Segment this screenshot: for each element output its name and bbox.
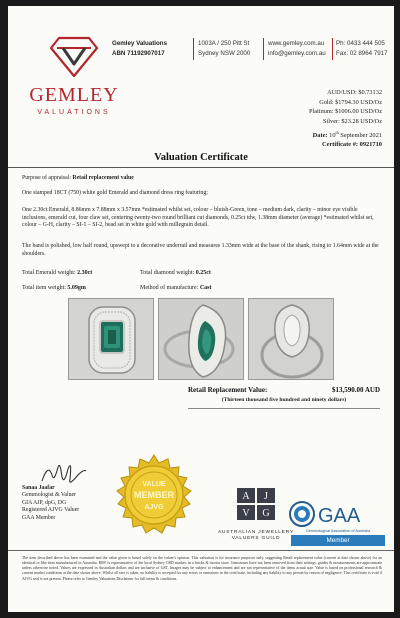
brand-name: GEMLEY xyxy=(29,84,119,106)
signer-registration: Registered AJVG Valuer xyxy=(22,507,80,514)
signer-name: Sanaa Jaafar xyxy=(22,485,55,491)
item-weight-label: Total item weight: xyxy=(22,285,66,291)
ring-photo-front xyxy=(68,298,154,380)
date-suffix: th xyxy=(335,130,339,135)
gem-logo-icon xyxy=(47,36,101,78)
title-rule xyxy=(8,167,394,168)
phone-number: Ph: 0433 444 505 xyxy=(336,40,385,47)
ring-photo-back xyxy=(248,298,334,380)
ajvg-grid-icon xyxy=(236,487,276,521)
disclaimer-text: The item described above has been examined and the value given is based solely on the valuer's opinion. This valuation is for insurance purposes only, suggesting Retail replacement value (current at date shown above) for an identical or like item manufactured in Australia. RRV is representative of the local Sydney CBD market, in a bricks & mortar store. Gemstones have not been removed from their settings, grades & measurements are approximate unless otherwise noted. Values are expressed in Australian dollars and are inclusive of GST. Images may be subject to enhancement and are not representative of the items actual size. Value is based on professional research & current market conditions at the date shown above. Whilst all care is taken, no liability is accepted for any errors or omissions in the certificate, including any liability to any person by reason of negligence. This certificate is void if AJVG seal is not present. Please refer to Gemley Valuations Disclaimer for full terms & conditions. xyxy=(22,556,382,581)
retail-value-label: Retail Replacement Value: xyxy=(188,386,268,394)
header-phone-block xyxy=(336,39,388,59)
diamond-weight-label: Total diamond weight: xyxy=(140,270,195,276)
purpose-value: Retail replacement value xyxy=(72,175,134,181)
company-abn: ABN 71192907017 xyxy=(112,50,165,57)
date-day: 10 xyxy=(329,132,336,140)
retail-value-words: (Thirteen thousand five hundred and ninety dollars) xyxy=(221,397,347,403)
date-block xyxy=(313,128,382,149)
date-rest: September 2021 xyxy=(340,132,382,140)
member-badge: Member xyxy=(291,535,385,546)
diamond-weight-row xyxy=(140,270,211,276)
item-weight-value: 5.09gm xyxy=(67,285,86,291)
emerald-weight-row xyxy=(22,270,92,276)
ajvg-line-2: VALUERS GUILD xyxy=(231,536,281,541)
stone-description: One 2.30ct Emerald, 8.86mm x 7.88mm x 3.57mm *estimated whilst set, colour – bluish-Green, tone – medium dark, clarity – minor eye visible inclusions, emerald cut, four claw set, centering twenty-two round brilliant cut diamonds, 0.25ct tdw, 1.38mm diameter (average) *estimated whilst set, colour – G-H, clarity – SI-1 – SI-2, bead set in white gold with millegrain detail. xyxy=(22,207,374,228)
company-name: Gemley Valuations xyxy=(112,40,168,47)
certificate-number: 0921710 xyxy=(359,141,382,149)
certificate-label: Certificate #: xyxy=(322,141,359,149)
method-value: Cast xyxy=(199,285,212,291)
metal-rates xyxy=(309,88,382,126)
email-link[interactable]: info@gemley.com.au xyxy=(268,50,326,57)
signature-icon xyxy=(38,461,88,487)
retail-value-amount: $13,590.00 AUD xyxy=(331,386,380,394)
rate-aud-usd: AUD/USD: $0.73132 xyxy=(327,89,382,96)
purpose-line xyxy=(22,175,380,183)
signer-block xyxy=(22,485,79,522)
website-link[interactable]: www.gemley.com.au xyxy=(268,40,325,47)
method-label: Method of manufacture: xyxy=(140,285,199,291)
signer-title: Gemmologist & Valuer xyxy=(22,492,76,499)
ring-photo-angle xyxy=(158,298,244,380)
seal-text-top: VALUE xyxy=(142,481,166,488)
ajvg-letter-v: V xyxy=(242,508,250,519)
ajvg-line-1: AUSTRALIAN JEWELLERY xyxy=(218,530,294,535)
gaa-logo xyxy=(286,500,390,533)
seal-text-bottom: AJVG xyxy=(144,504,164,511)
ajvg-gold-seal xyxy=(112,453,196,537)
signer-membership: GAA Member xyxy=(22,514,56,521)
purpose-label: Purpose of appraisal: xyxy=(22,175,71,181)
ajvg-letter-j: J xyxy=(264,491,268,502)
header-address-block xyxy=(198,39,250,59)
gemley-logo xyxy=(24,36,124,116)
footer-rule xyxy=(8,550,394,551)
retail-value-line xyxy=(188,386,380,394)
brand-subtitle: VALUATIONS xyxy=(37,109,111,116)
address-line-2: Sydney NSW 2000 xyxy=(198,50,251,57)
method-row xyxy=(140,285,211,291)
header-divider xyxy=(193,38,194,60)
rate-silver: Silver: $23.28 USD/Oz xyxy=(323,117,382,125)
retail-rule xyxy=(188,408,380,409)
ajvg-letter-g: G xyxy=(262,508,270,519)
gaa-badge-icon xyxy=(286,500,390,528)
rate-platinum: Platinum: $1006.00 USD/Oz xyxy=(309,108,382,115)
diamond-weight-value: 0.25ct xyxy=(195,270,211,276)
rate-gold: Gold: $1794.30 USD/Oz xyxy=(319,98,382,106)
gaa-name: GAA xyxy=(318,505,361,527)
header-divider xyxy=(263,38,264,60)
fax-number: Fax: 02 8964 7917 xyxy=(336,50,388,57)
item-weight-row xyxy=(22,285,86,291)
page-title: Valuation Certificate xyxy=(154,152,248,163)
seal-text-mid: MEMBER xyxy=(134,490,174,500)
address-line-1: 1003A / 250 Pitt St xyxy=(198,40,250,47)
header-web-block xyxy=(268,39,326,59)
gaa-subtitle: Gemmological Association of Australia xyxy=(305,529,371,533)
header-divider xyxy=(332,38,333,60)
item-description: One stamped 18CT (750) white gold Emerald and diamond dress ring featuring; xyxy=(22,190,208,196)
certificate-page xyxy=(8,6,394,612)
band-description: The band is polished, low half round, upswept to a decorative underrail and measures 1.33mm wide at the base of the shank, rising to 1.64mm wide at the shoulders. xyxy=(22,243,379,257)
emerald-weight-label: Total Emerald weight: xyxy=(22,270,76,276)
signer-qualifications: GIA AJP, dpG, DG xyxy=(22,499,67,506)
ajvg-letter-a: A xyxy=(242,491,250,502)
header-company-block xyxy=(112,39,167,59)
emerald-weight-value: 2.30ct xyxy=(77,270,93,276)
date-label: Date: xyxy=(312,132,328,140)
